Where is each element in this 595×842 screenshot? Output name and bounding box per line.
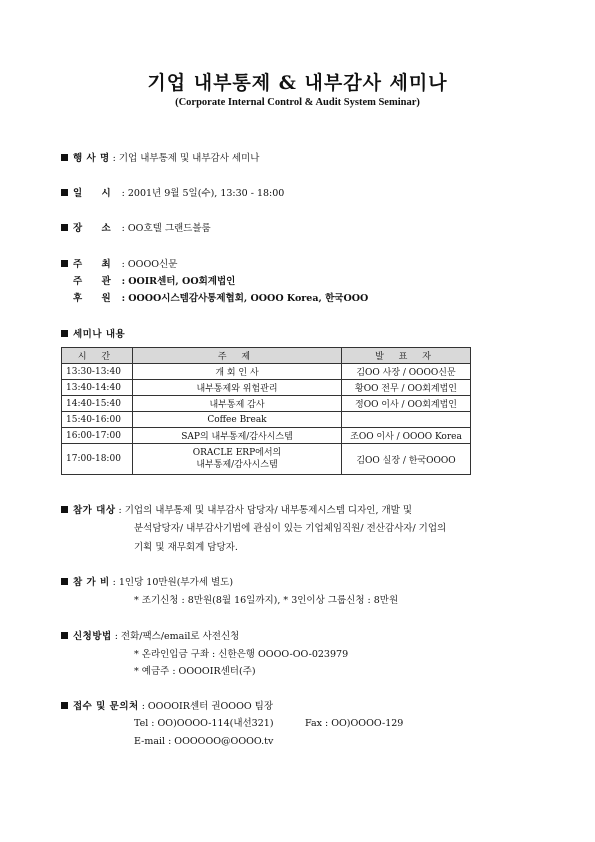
contact-email: E-mail : OOOOOO@OOOO.tv bbox=[134, 736, 274, 747]
table-row bbox=[62, 444, 471, 475]
apply-note1: * 온라인입금 구좌 : 신한은행 OOOO-OO-023979 bbox=[134, 649, 349, 660]
square-bullet-icon bbox=[61, 189, 68, 196]
contact-tel: Tel : OO)OOOO-114(내선321) bbox=[134, 718, 274, 729]
row-topic-line2: 내부통제/감사시스템 bbox=[196, 460, 278, 470]
row-topic: 개 회 인 사 bbox=[133, 364, 342, 380]
audience-line2: 분석담당자/ 내부감사기법에 관심이 있는 기업체임직원/ 전산감사자/ 기업의 bbox=[134, 523, 447, 534]
audience-line1: 기업의 내부통제 및 내부감사 담당자/ 내부통제시스템 디자인, 개발 및 bbox=[124, 505, 413, 516]
fee-value: 1인당 10만원(부가세 별도) bbox=[118, 577, 234, 588]
row-topic: 내부통제와 위험관리 bbox=[133, 380, 342, 396]
program-heading bbox=[61, 328, 125, 341]
contact-value: OOOOIR센터 권OOOO 팀장 bbox=[147, 701, 274, 712]
row-time: 17:00-18:00 bbox=[62, 444, 133, 475]
square-bullet-icon bbox=[61, 632, 68, 639]
row-topic bbox=[133, 444, 342, 475]
row-speaker: 조OO 이사 / OOOO Korea bbox=[342, 428, 471, 444]
host-value: OOOO신문 bbox=[127, 259, 178, 270]
contact-fax: Fax : OO)OOOO-129 bbox=[305, 718, 404, 729]
row-time: 14:40-15:40 bbox=[62, 396, 133, 412]
audience-row: 참가 대상 : 기업의 내부통제 및 내부감사 담당자/ 내부통제시스템 디자인, 개발 및 bbox=[61, 504, 412, 517]
event-row: 행 사 명 : 기업 내부통제 및 내부감사 세미나 bbox=[61, 152, 259, 165]
date-value: 2001년 9월 5일(수), 13:30 - 18:00 bbox=[127, 188, 285, 199]
row-time: 13:30-13:40 bbox=[62, 364, 133, 380]
place-row: 장 소 : OO호텔 그랜드볼룸 bbox=[61, 222, 211, 235]
sponsor-label: 후 원 bbox=[73, 293, 119, 304]
row-speaker: 김OO 실장 / 한국OOOO bbox=[342, 444, 471, 475]
place-label: 장 소 bbox=[73, 223, 119, 234]
header-time: 시 간 bbox=[62, 348, 133, 364]
square-bullet-icon bbox=[61, 578, 68, 585]
contact-label: 접수 및 문의처 bbox=[73, 701, 139, 712]
date-row: 일 시 : 2001년 9월 5일(수), 13:30 - 18:00 bbox=[61, 187, 284, 200]
row-topic-line1: ORACLE ERP에서의 bbox=[192, 448, 282, 458]
table-row bbox=[62, 364, 471, 380]
table-row bbox=[62, 428, 471, 444]
row-speaker: 김OO 사장 / OOOO신문 bbox=[342, 364, 471, 380]
row-topic: SAP의 내부통제/감사시스템 bbox=[133, 428, 342, 444]
program-table-header bbox=[62, 348, 471, 364]
square-bullet-icon bbox=[61, 330, 68, 337]
organizer-value: OOIR센터, OO회계법인 bbox=[128, 276, 236, 287]
fee-note: * 조기신청 : 8만원(8월 16일까지), * 3인이상 그룹신청 : 8만원 bbox=[134, 595, 399, 606]
event-value: 기업 내부통제 및 내부감사 세미나 bbox=[118, 153, 260, 164]
audience-label: 참가 대상 bbox=[73, 505, 116, 516]
square-bullet-icon bbox=[61, 260, 68, 267]
contact-row: 접수 및 문의처 : OOOOIR센터 권OOOO 팀장 bbox=[61, 700, 273, 713]
row-time: 16:00-17:00 bbox=[62, 428, 133, 444]
audience-line3: 기획 및 재무회계 담당자. bbox=[134, 542, 238, 553]
apply-value: 전화/팩스/email로 사전신청 bbox=[120, 631, 240, 642]
organizer-label: 주 관 bbox=[73, 276, 119, 287]
document-title: 기업 내부통제 & 내부감사 세미나 bbox=[147, 72, 448, 94]
event-label: 행 사 명 bbox=[73, 153, 110, 164]
row-speaker: 정OO 이사 / OO회계법인 bbox=[342, 396, 471, 412]
row-speaker bbox=[342, 412, 471, 428]
row-speaker: 황OO 전무 / OO회계법인 bbox=[342, 380, 471, 396]
table-row bbox=[62, 396, 471, 412]
header-speaker: 발 표 자 bbox=[342, 348, 471, 364]
table-row bbox=[62, 412, 471, 428]
program-label: 세미나 내용 bbox=[73, 329, 126, 340]
table-row bbox=[62, 380, 471, 396]
fee-label: 참 가 비 bbox=[73, 577, 110, 588]
host-label: 주 최 bbox=[73, 259, 119, 270]
square-bullet-icon bbox=[61, 224, 68, 231]
sponsor-row: 후 원 : OOOO시스템감사통제협회, OOOO Korea, 한국OOO bbox=[73, 293, 369, 304]
apply-label: 신청방법 bbox=[73, 631, 112, 642]
sponsor-value: OOOO시스템감사통제협회, OOOO Korea, 한국OOO bbox=[128, 293, 369, 304]
square-bullet-icon bbox=[61, 154, 68, 161]
date-label: 일 시 bbox=[73, 188, 119, 199]
program-table bbox=[61, 347, 471, 475]
square-bullet-icon bbox=[61, 702, 68, 709]
header-topic: 주 제 bbox=[133, 348, 342, 364]
row-time: 15:40-16:00 bbox=[62, 412, 133, 428]
apply-note2: * 예금주 : OOOOIR센터(주) bbox=[134, 666, 256, 677]
apply-row: 신청방법 : 전화/팩스/email로 사전신청 bbox=[61, 630, 239, 643]
document-subtitle: (Corporate Internal Control & Audit System Seminar) bbox=[175, 97, 420, 108]
square-bullet-icon bbox=[61, 506, 68, 513]
row-topic: Coffee Break bbox=[133, 412, 342, 428]
fee-row: 참 가 비 : 1인당 10만원(부가세 별도) bbox=[61, 576, 233, 589]
row-topic: 내부통제 감사 bbox=[133, 396, 342, 412]
row-time: 13:40-14:40 bbox=[62, 380, 133, 396]
place-value: OO호텔 그랜드볼룸 bbox=[127, 223, 211, 234]
organizer-row: 주 관 : OOIR센터, OO회계법인 bbox=[73, 276, 236, 287]
host-row: 주 최 : OOOO신문 bbox=[61, 258, 177, 271]
